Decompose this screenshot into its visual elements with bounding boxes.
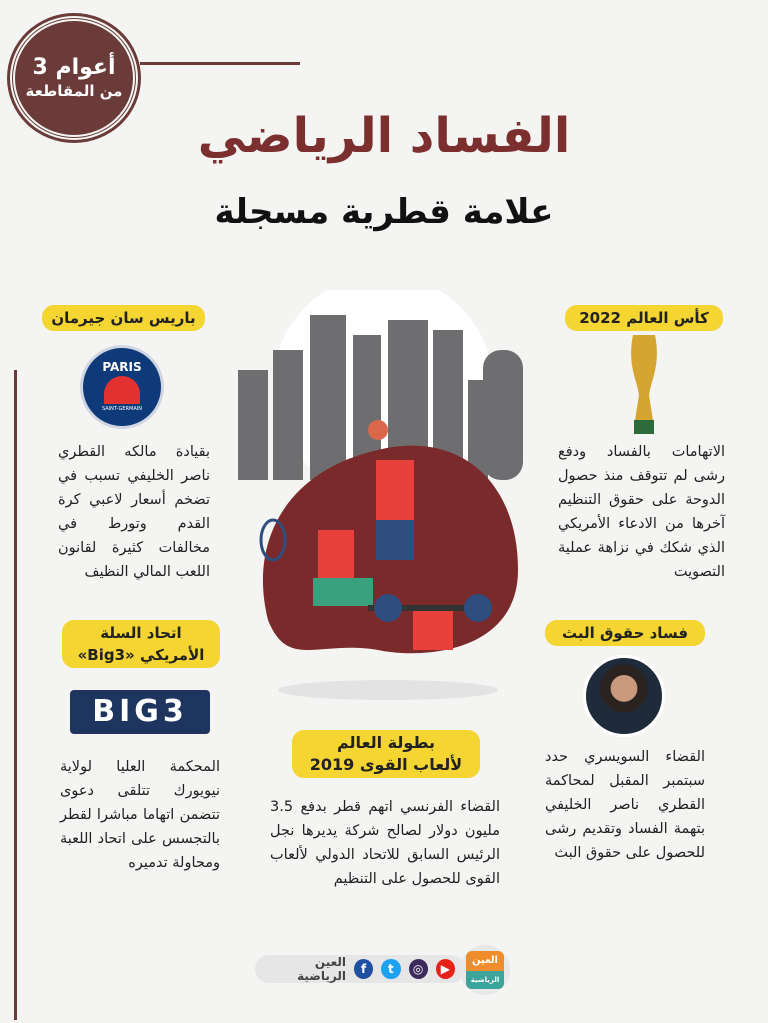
instagram-icon[interactable]: ◎ [409,959,428,979]
brand-logo [460,945,510,995]
broadcast-text: القضاء السويسري حدد سبتمبر المقبل لمحاكمة القطري ناصر الخليفي بتهمة الفساد وتقديم رشى للحصول على حقوق البث [545,749,705,861]
big3-text: المحكمة العليا لولاية نيويورك تتلقى دعوى تتضمن اتهاما مباشرا لقطر بالتجسس على اتحاد اللعبة ومحاولة تدميره [60,759,220,871]
logo-line1: العين [472,955,498,966]
worldcup-label: كأس العالم 2022 [565,305,723,331]
big3-label-line1: اتحاد السلة [100,624,182,642]
athletics-text: القضاء الفرنسي اتهم قطر بدفع 3.5 مليون دولار لصالح شركة يديرها نجل الرئيس السابق للاتحاد الدولي لألعاب القوى للحصول على التنظيم [270,799,500,887]
eiffel-tower-icon [104,376,140,404]
psg-logo [80,345,164,429]
athletics-label-line1: بطولة العالم [337,733,435,752]
psg-label: باريس سان جيرمان [42,305,205,331]
athletics-label [292,730,480,778]
person-portrait [583,655,665,737]
big3-label [62,620,220,668]
psg-text: بقيادة مالكه القطري ناصر الخليفي تسبب في تضخم أسعار لاعبي كرة القدم وتورط في مخالفات كثيرة لقانون اللعب المالي النظيف [58,444,210,580]
big3-logo: BIG3 [70,690,210,734]
twitter-icon[interactable]: t [381,959,400,979]
stamp-line1: 3 أعوام [32,55,116,80]
worldcup-text: الاتهامات بالفساد ودفع رشى لم تتوقف منذ حصول الدوحة على حقوق التنظيم آخرها من الادعاء الأمريكي الذي شكك في نزاهة عملية التصويت [558,444,725,580]
psg-logo-text: PARIS [102,360,142,374]
broadcast-label: فساد حقوق البث [545,620,705,646]
psg-logo-subtext: SAINT-GERMAIN [102,406,142,412]
logo-line2: الرياضية [466,971,504,989]
page-subtitle: علامة قطرية مسجلة [214,192,554,232]
decorative-line [14,370,17,1020]
stamp-divider [140,62,300,65]
stamp-line2: من المقاطعة [25,82,123,100]
social-bar [255,955,465,983]
big3-label-line2: الأمريكي «Big3» [77,646,205,664]
page-title: الفساد الرياضي [197,108,571,164]
athletics-label-line2: لألعاب القوى 2019 [309,755,463,774]
sports-illustration [228,290,543,710]
brand-name: العين الرياضية [297,955,346,983]
world-cup-trophy-icon [627,335,661,435]
facebook-icon[interactable]: f [354,959,373,979]
youtube-icon[interactable]: ▶ [436,959,455,979]
